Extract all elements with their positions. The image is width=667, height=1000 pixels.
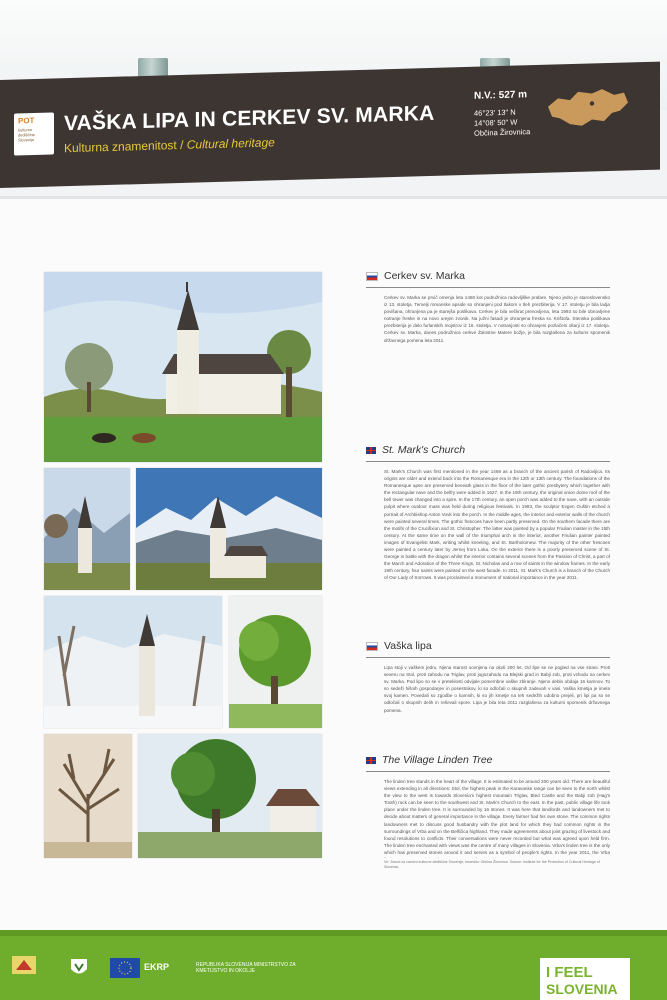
section-divider xyxy=(366,461,610,462)
logo-text: POT xyxy=(18,116,35,126)
i-feel-slovenia-logo xyxy=(540,958,630,1000)
heading-text: Cerkev sv. Marka xyxy=(384,270,465,282)
sign-title: VAŠKA LIPA IN CERKEV SV. MARKA xyxy=(64,101,435,136)
uk-flag-icon xyxy=(366,757,376,764)
section-heading-church-en xyxy=(366,444,465,456)
longitude: 14°08' 50" W xyxy=(474,117,518,128)
municipality: Občina Žirovnica xyxy=(474,127,531,138)
sign-subtitle xyxy=(64,135,275,155)
photo-linden-tree-village xyxy=(138,734,322,858)
section-heading-linden-en xyxy=(366,754,493,766)
section-heading-linden-sl xyxy=(366,640,432,652)
photo-church-meadow xyxy=(44,272,322,462)
heading-text: St. Mark's Church xyxy=(382,444,466,456)
ministry-text: REPUBLIKA SLOVENIJA MINISTRSTVO ZA KMETIJSTVO IN OKOLJE xyxy=(196,962,296,974)
photo-church-winter xyxy=(44,596,222,728)
coat-of-arms-icon xyxy=(70,958,88,978)
heading-text: Vaška lipa xyxy=(384,640,432,652)
section-heading-church-sl xyxy=(366,270,465,282)
slovenian-flag-icon xyxy=(366,272,378,281)
brand-line-2: SLOVENIA xyxy=(546,981,618,997)
brand-line-1: I FEEL xyxy=(546,964,593,981)
slovenian-flag-icon xyxy=(366,642,378,651)
section-divider xyxy=(366,657,610,658)
subtitle-sl: Kulturna znamenitost / xyxy=(64,137,184,156)
photo-church-mountain-view xyxy=(44,468,130,590)
section-divider xyxy=(366,287,610,288)
board-top-line xyxy=(0,196,667,199)
latitude: 46°23' 13" N xyxy=(474,107,516,118)
altitude-label: N.V.: 527 m xyxy=(474,89,527,102)
section-divider xyxy=(366,771,610,772)
heritage-route-logo xyxy=(14,112,54,155)
photo-church-alps xyxy=(136,468,322,590)
section-body-linden-en: The linden tree stands in the heart of the village. It is estimated to be around 200 years old. There are beautiful views extending in all directions: Stol, the highest peak in the Karavanke range can be seen to the north whilst the view to the west is towards Slovenia's highest mountain Triglav, Bled Castle and the Babji zob (Hag's Tooth) rock can be seen to the southwest and St. Mark's Church to the east. In the past, public village life took place under the linden tree. It is surrounded by 16 stones. It was here that landlords and landowners met to decide about matters of general importance in the village. Every farmer had his own stone. The common rights landowners met to discuss good husbandry with the plot land for which they had common rights in the surroundings of Vrba and on the Belščica highland. They made agreements about joint grazing of livestock and found resolutions to conflicts. Their conversations were never recorded but what was agreed upon held firm. The linden tree enchanted with views was the centre of many villages in Slovenia. Vrba's linden tree is the only which has preserved stones around it and serves as a symbol of people's rights. In the year 2011, the Vrba xyxy=(384,779,610,855)
photo-linden-tree-summer xyxy=(229,596,322,728)
subtitle-en: Cultural heritage xyxy=(183,135,275,152)
coordinates xyxy=(474,107,530,139)
photo-linden-tree-bare xyxy=(44,734,132,858)
logo-subtext: kulturne dediščine Slovenije xyxy=(18,127,35,143)
section-body-church-sl: Cerkev sv. Marka se prvič omenja leta 1468 kot podružnica radovljiške prafare. Njeno jedro je staroslovensko iz 13. stoletja. Temelji romanske apside so ohranjeni pod tlakom v tleh prezbiterija. V 17. stoletju je bila ladja povišana, ohranjena pa je starejša poslikava. Cerkev je bila večkrat prenovljena, leta 1993 so bile obnovljene notranje freske in na novo urejen zvonik. Na južni fasadi je ohranjena freska sv. Krištofa. Stenska poslikava prezbiterija je delo furlanskih mojstrov iz 16. stoletja. V notranjosti so ohranjeni pozlačeni oltarji iz 17. stoletja. Cerkev sv. Marka, danes podružnica cerkve Žalostne Matere božje, je bila razglašena za kulturni spomenik državnega pomena leta 2011. xyxy=(384,295,610,343)
heading-text: The Village Linden Tree xyxy=(382,754,493,766)
eu-flag-icon xyxy=(110,958,140,978)
sign-header xyxy=(0,62,660,188)
section-body-linden-sl: Lipa stoji v vaškem jedru. Njena starost ocenjena na okoli 200 let. Od lipe se ne pogled na vse strani. Proti severu na Stol, proti zahodu na Triglav, proti jugozahodu na Blejski grad in Babji zob, proti vzhodu na cerkev sv. Marka. Pod lipo so se v preteklosti odvijale pomembne vaške zbiranje. Njeno deblo obdaja 16 kamnov. To so sedeži hišnih gospodarjev in posestnikov, ki so odločali o skupnih zadevah v vasi. Vaška kmetija je imela svoj kamen. Povedali so zgodbe o kamnih, ki so jih kmetje na teh sedežih udobno prejeli, pri lipi pa so se odločali o skupnih delih in reševali spore. Lipa je bila leta 2011 razglašena za kulturni spomenik državnega pomena. xyxy=(384,665,610,713)
slovenia-map-icon xyxy=(542,82,632,135)
ekrp-logo-text: EKRP xyxy=(144,962,170,972)
source-footnote: Vir: Zavod za varstvo kulturne dediščine Slovenije, besedilo: Občina Žirovnica. Source: Institute for the Protection of Cultural Heritage of Slovenia. xyxy=(384,860,600,869)
municipality-logo-icon xyxy=(12,956,36,974)
section-body-church-en: St. Mark's Church was first mentioned in the year 1468 as a branch of the ancient parish of Radovljica. Its origins are older and extend back into the Romanesque era in the 12th or 13th century. The foundations of the Romanesque apse are preserved beneath glass in the floor of the later gothic presbytery which together with the rectangular nave and the belfry were added in 1627. In the 19th century, the original onion dome roof of the bell tower was changed into a spire. In the 17th century, an open porch was added to the nave, with an outside pulpit where outdoor mass was held during religious festivals. In 1993, the sculptor Evgen Guštin etched a portrait of Archbishop Anton Vovk into the porch. In the middle ages, the interior and exterior walls of the church were painted several times. The gothic frescoes have been partly preserved. On the southern facade there are the motifs of the Crucifixion and St. Christopher. The latter was painted by a popular Friulian master in the 15th century. At the same time on the wall of the triumphal arch in the interior, another Friulian painter painted images of Evangelist Mark, writing whilst kneeling, and St. Bartholomew. The majority of the other frescoes were painted a century later by Jernej from Loka. On the exterior there is a poorly preserved scene of St. George in battle with the dragon whilst the interior contains several scenes from the Passion of Christ, a part of the March and Adoration of the Three Kings, St. Nicholas and a row of saints in the window frames. In the early 19th century, four saints were painted on the west facade. In 2011, St. Mark's Church is a branch of the Church of Our Lady of Sorrows. It was proclaimed a monument of national importance in the year 2011. xyxy=(384,469,610,581)
uk-flag-icon xyxy=(366,447,376,454)
